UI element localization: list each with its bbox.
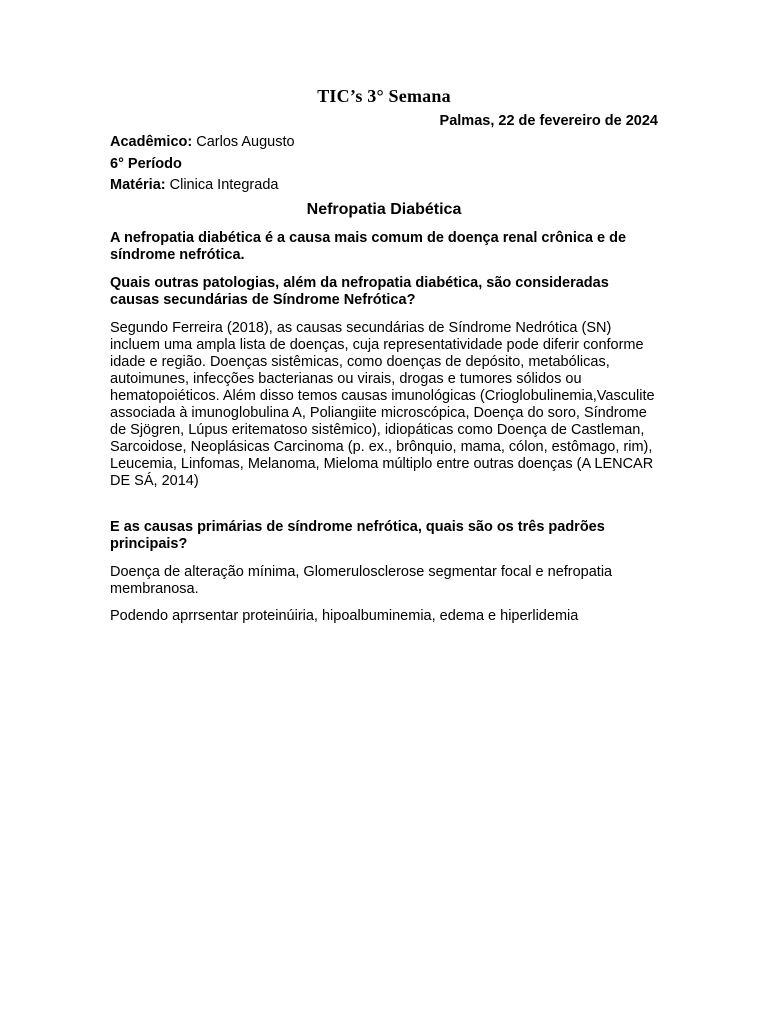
answer-1 — [110, 320, 658, 490]
academico-label: Acadêmico: — [110, 134, 193, 150]
academico-value: Carlos Augusto — [192, 134, 295, 150]
question-2: E as causas primárias de síndrome nefrótica, quais são os três padrões principais? — [110, 519, 605, 552]
answer-2: Doença de alteração mínima, Glomerulosclerose segmentar focal e nefropatia membranosa. — [110, 564, 613, 597]
answer-1-text: Segundo Ferreira (2018), as causas secundárias de Síndrome Nedrótica (SN) incluem uma ampla lista de doenças, cuja representatividade pode diferir conforme idade e região. Doenças sistêmicas, como doenças de depósito, metabólicas, autoimunes, infecções bacterianas ou virais, drogas e tumores sólidos ou hematopoiéticos. Além disso temos causas imunológicas (Crioglobulinemia,Vasculite associada à imunoglobulina A, Poliangiite microscópica, Doença do soro, Síndrome de Sjögren, Lúpus eritematoso sistêmico), idiopáticas como Doença de Castleman, Sarcoidose, Neoplásicas Carcinoma (p. ex., brônquio, mama, cólon, estômago, rim), Leucemia, Linfomas, Melanoma, Mieloma múltiplo entre outras doenças (A LENCAR — [110, 320, 655, 472]
materia-line — [110, 177, 278, 193]
document-title: TIC’s 3° Semana — [317, 86, 451, 106]
materia-label: Matéria: — [110, 177, 166, 193]
document-date: Palmas, 22 de fevereiro de 2024 — [439, 113, 658, 129]
academico-line — [110, 134, 295, 150]
section-title: Nefropatia Diabética — [306, 201, 462, 218]
answer-3: Podendo aprrsentar proteinúiria, hipoalbuminemia, edema e hiperlidemia — [110, 608, 579, 624]
statement-paragraph: A nefropatia diabética é a causa mais comum de doença renal crônica e de síndrome nefrótica. — [110, 230, 627, 263]
periodo-line: 6° Período — [110, 156, 182, 172]
materia-value: Clinica Integrada — [165, 177, 279, 193]
question-1: Quais outras patologias, além da nefropatia diabética, são consideradas causas secundárias de Síndrome Nefrótica? — [110, 275, 609, 308]
answer-1-reference: DE SÁ, 2014) — [110, 473, 199, 489]
